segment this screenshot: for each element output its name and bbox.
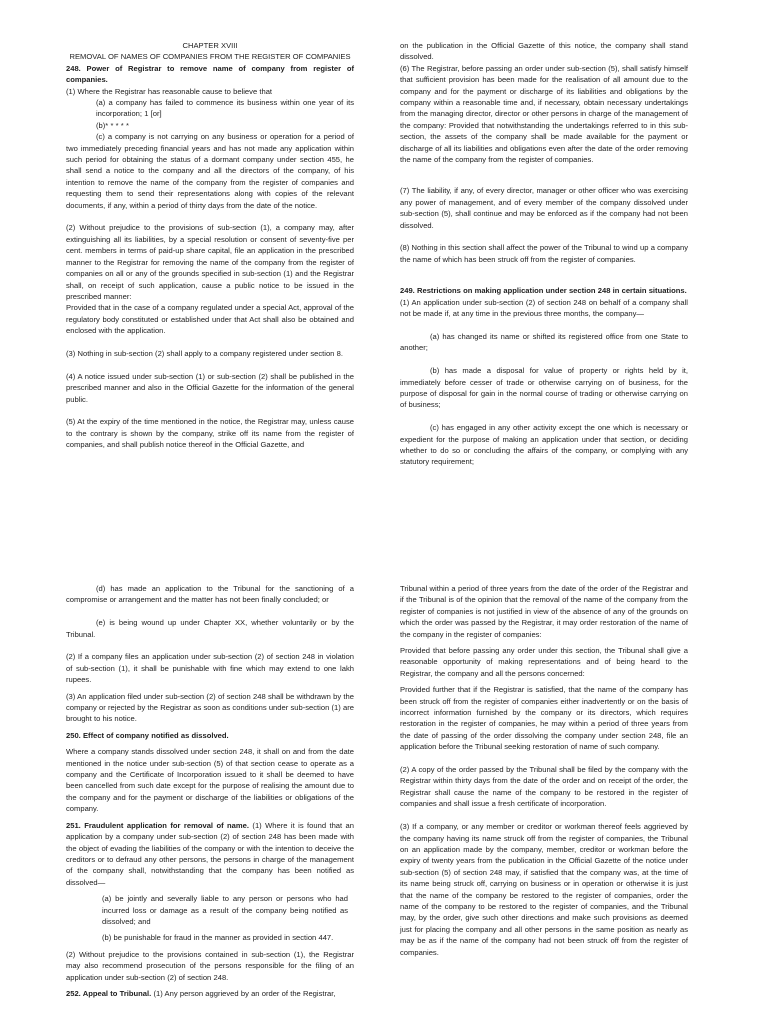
section-250-heading: 250. Effect of company notified as dissolved. <box>66 730 229 740</box>
section-248-5: (5) At the expiry of the time mentioned in the notice, the Registrar may, unless cause to the contrary is shown by the company, strike off its name from the register of companies, and shall publish notice thereof in the Official Gazette, and <box>66 417 354 450</box>
section-248-2: (2) Without prejudice to the provisions of sub-section (1), a company may, after extinguishing all its liabilities, by a special resolution or consent of seventy-five per cent. members in terms of paid-up share capital, file an application in the prescribed manner to the Registrar for removing the name of the company from the register of companies on all or any of the grounds specified in sub-section (1) and the Registrar shall, on receipt of such application, cause a public notice to be issued in the prescribed manner: <box>66 223 354 301</box>
section-249-3: (3) An application filed under sub-section (2) of section 248 shall be withdrawn by the company or rejected by the Registrar as soon as conditions under sub-section (1) are brought to his notice. <box>66 691 354 724</box>
section-249-1: (1) An application under sub-section (2) of section 248 on behalf of a company shall not be made if, at any time in the previous three months, the company— <box>400 297 688 319</box>
section-251-1b: (b) be punishable for fraud in the manner as provided in section 447. <box>102 933 334 943</box>
bottom-right-column <box>400 583 688 958</box>
chapter-number: CHAPTER XVIII <box>182 41 238 50</box>
section-248-7: (7) The liability, if any, of every director, manager or other officer who was exercising any power of management, and of every member of the company dissolved under sub-section (5), shall continue and may be enforced as if the company had not been dissolved. <box>400 186 688 230</box>
section-252-proviso-1: Provided that before passing any order under this section, the Tribunal shall give a reasonable opportunity of making representations and of being heard to the Registrar, the company and all the persons concerned: <box>400 646 688 678</box>
section-249-1c: (c) has engaged in any other activity except the one which is necessary or expedient for the purpose of making an application under that section, or deciding whether to do so or concluding the affairs of the company, or complying with any statutory requirement; <box>400 423 688 467</box>
section-248-1: (1) Where the Registrar has reasonable cause to believe that <box>66 86 273 96</box>
section-248-1c: (c) a company is not carrying on any business or operation for a period of two immediately preceding financial years and has not made any application within such period for obtaining the status of a dormant company under section 455, he shall send a notice to the company and all the directors of the company, of his intention to remove the name of the company from the register of companies and requesting them to send their representations along with copies of the relevant documents, if any, within a period of thirty days from the date of the notice. <box>66 132 354 210</box>
section-248-8: (8) Nothing in this section shall affect the power of the Tribunal to wind up a company the name of which has been struck off from the register of companies. <box>400 243 688 264</box>
section-251-1a: (a) be jointly and severally liable to any person or persons who had incurred loss or damage as a result of the company being notified as dissolved; and <box>102 894 348 926</box>
section-252-1: 252. Appeal to Tribunal. (1) Any person aggrieved by an order of the Registrar, <box>66 988 336 998</box>
section-249-1a: (a) has changed its name or shifted its registered office from one State to another; <box>400 331 688 353</box>
section-251-1: 251. Fraudulent application for removal of name. (1) Where it is found that an application by a company under sub-section (2) of section 248 has been made with the object of evading the liabilities of the company or with the intention to deceive the creditors or to defraud any other persons, the persons in charge of the management of the company shall, notwithstanding that the company has been notified as dissolved— <box>66 820 354 887</box>
section-252-1-continued: Tribunal within a period of three years from the date of the order of the Registrar and if the Tribunal is of the opinion that the removal of the name of the company from the register of companies is not justified in view of the absence of any of the grounds on which the order was passed by the Registrar, it may order restoration of the name of the company in the register of companies: <box>400 584 688 639</box>
section-249-1d: (d) has made an application to the Tribunal for the sanctioning of a compromise or arrangement and the matter has not been finally concluded; or <box>66 584 354 605</box>
section-248-2-proviso: Provided that in the case of a company regulated under a special Act, approval of the regulatory body constituted or established under that Act shall also be obtained and enclosed with the application. <box>66 303 354 336</box>
page-top <box>0 0 768 500</box>
chapter-title: REMOVAL OF NAMES OF COMPANIES FROM THE REGISTER OF COMPANIES <box>69 52 351 62</box>
section-248-1b: (b)* * * * * <box>96 120 129 130</box>
top-right-column <box>400 40 688 468</box>
section-248-heading: 248. Power of Registrar to remove name of company from register of companies. <box>66 63 354 85</box>
section-252-heading: 252. Appeal to Tribunal. <box>66 988 152 998</box>
section-248-6: (6) The Registrar, before passing an order under sub-section (5), shall satisfy himself that sufficient provision has been made for the realisation of all amount due to the company and for the payment or discharge of its liabilities and obligations by the company within a reasonable time and, if necessary, obtain necessary undertakings from the managing director, director or other persons in charge of the management of the company: Provided that notwithstanding the undertakings referred to in this sub-section, the assets of the company shall be made available for the payment or discharge of all its liabilities and obligations even after the date of the order removing the name of the company from the register of companies. <box>400 63 688 165</box>
section-249-heading: 249. Restrictions on making application under section 248 in certain situations. <box>400 286 687 296</box>
section-251-heading: 251. Fraudulent application for removal of name. <box>66 820 249 830</box>
section-249-1e: (e) is being wound up under Chapter XX, whether voluntarily or by the Tribunal. <box>66 618 354 639</box>
section-248-5-continued: on the publication in the Official Gazette of this notice, the company shall stand dissolved. <box>400 41 688 62</box>
top-left-column <box>66 40 354 451</box>
bottom-left-column <box>66 583 354 999</box>
section-251-2: (2) Without prejudice to the provisions contained in sub-section (1), the Registrar may also recommend prosecution of the persons responsible for the filing of an application under sub-section (2) of section 248. <box>66 949 354 982</box>
section-252-2: (2) A copy of the order passed by the Tribunal shall be filed by the company with the Registrar within thirty days from the date of the order and on receipt of the order, the Registrar shall cause the name of the company to be restored in the register of companies and shall issue a fresh certificate of incorporation. <box>400 765 688 809</box>
section-252-proviso-2: Provided further that if the Registrar is satisfied, that the name of the company has been struck off from the register of companies either inadvertently or on the basis of incorrect information furnished by the company or its directors, which requires restoration in the register of companies, he may within a period of three years from the date of passing of the order dissolving the company under section 248, file an application before the Tribunal seeking restoration of name of such company. <box>400 685 688 752</box>
section-248-3: (3) Nothing in sub-section (2) shall apply to a company registered under section 8. <box>66 348 343 358</box>
section-248-1a: (a) a company has failed to commence its business within one year of its incorporation; 1 [or] <box>96 98 354 119</box>
section-250-body: Where a company stands dissolved under section 248, it shall on and from the date mentioned in the notice under sub-section (5) of that section cease to operate as a company and the Certificate of Incorporation issued to it shall be deemed to have been cancelled from such date except for the purpose of realising the amount due to the company and for the payment or discharge of the liabilities or obligations of the company. <box>66 747 354 814</box>
section-252-3: (3) If a company, or any member or creditor or workman thereof feels aggrieved by the company having its name struck off from the register of companies, the Tribunal on an application made by the company, member, creditor or workman before the expiry of twenty years from the publication in the Official Gazette of the notice under sub-section (5) of section 248 may, if satisfied that the company was, at the time of its name being struck off, carrying on business or in operation or otherwise it is just that the name of the company be restored to the register of companies, order the name of the company to be restored to the register of companies, and the Tribunal may, by the order, give such other directions and make such provisions as deemed just for placing the company and all other persons in the same position as nearly as may be as if the name of the company had not been struck off from the register of companies. <box>400 822 688 957</box>
section-249-2: (2) If a company files an application under sub-section (2) of section 248 in violation of sub-section (1), it shall be punishable with fine which may extend to one lakh rupees. <box>66 652 354 685</box>
section-248-4: (4) A notice issued under sub-section (1) or sub-section (2) shall be published in the prescribed manner and also in the Official Gazette for the information of the general public. <box>66 371 354 404</box>
page-bottom <box>0 578 768 1024</box>
section-249-1b: (b) has made a disposal for value of property or rights held by it, immediately before cesser of trade or otherwise carrying on of business, for the purpose of disposal for gain in the normal course of trading or otherwise carrying on of business; <box>400 366 688 410</box>
